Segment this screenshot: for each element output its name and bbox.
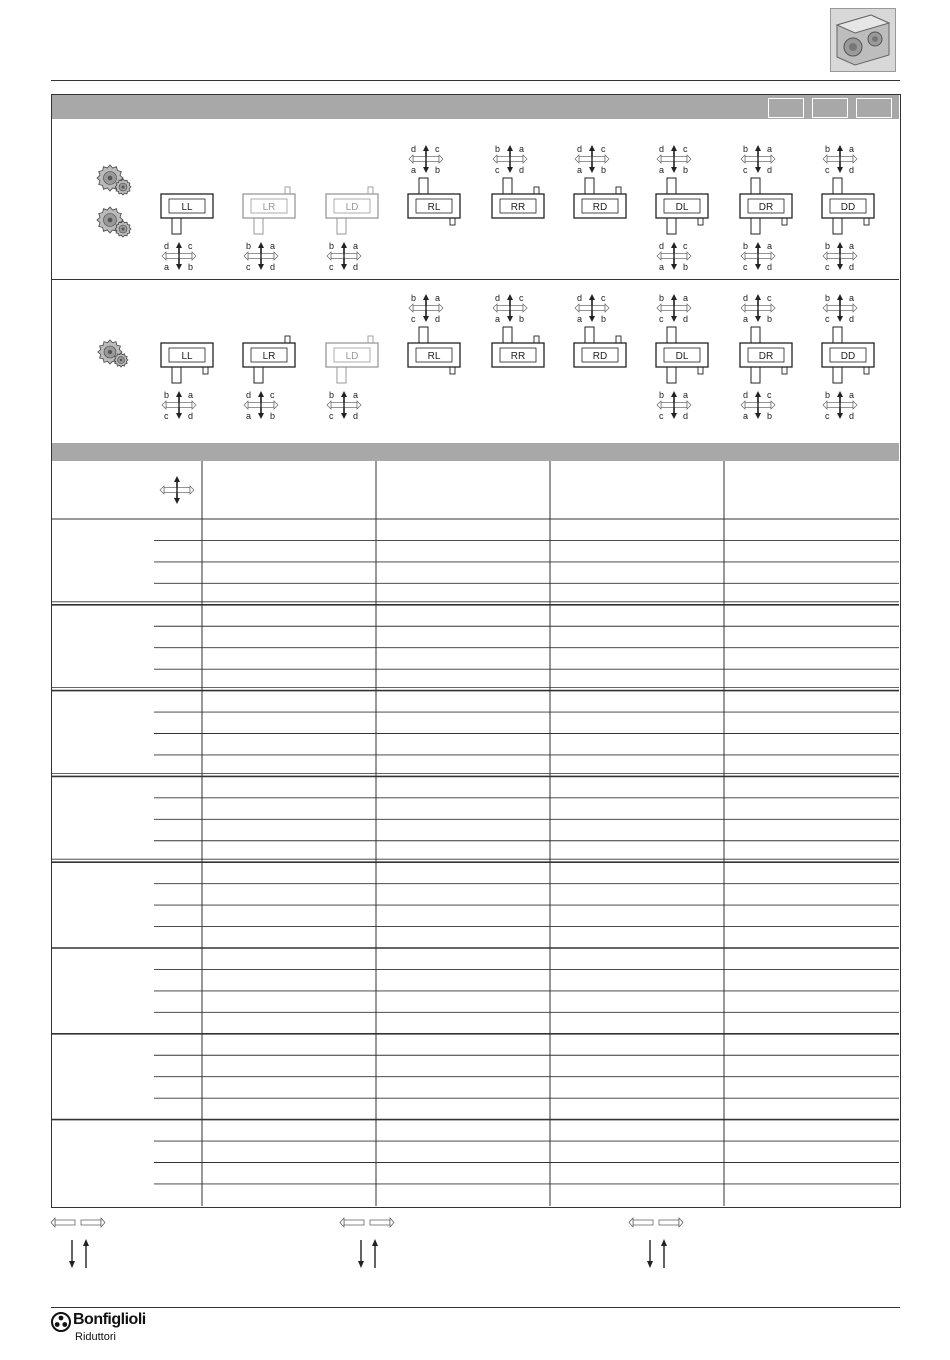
direction-letter: a	[849, 293, 855, 303]
direction-letter: a	[683, 390, 689, 400]
mounting-code: RR	[510, 351, 526, 362]
direction-letter: d	[353, 411, 359, 421]
direction-letter: c	[411, 314, 416, 324]
direction-letter: c	[825, 165, 830, 175]
direction-letter: d	[659, 144, 665, 154]
direction-letter: b	[329, 390, 335, 400]
direction-letter: b	[743, 241, 749, 251]
direction-letter: c	[329, 262, 334, 272]
direction-letter: b	[825, 390, 831, 400]
direction-letter: b	[743, 144, 749, 154]
mounting-code: RL	[427, 202, 441, 213]
direction-letter: a	[353, 241, 359, 251]
direction-letter: c	[435, 144, 440, 154]
direction-letter: c	[743, 165, 748, 175]
direction-letter: d	[743, 390, 749, 400]
mounting-code: LD	[345, 351, 359, 362]
direction-letter: b	[767, 314, 773, 324]
direction-letter: b	[825, 241, 831, 251]
direction-letter: d	[849, 314, 855, 324]
direction-letter: a	[767, 241, 773, 251]
direction-letter: c	[825, 314, 830, 324]
direction-legend-icon	[51, 1218, 105, 1268]
mounting-code: DD	[840, 351, 856, 362]
direction-letter: d	[164, 241, 170, 251]
direction-letter: a	[743, 314, 749, 324]
direction-letter: a	[519, 144, 525, 154]
direction-letter: c	[246, 262, 251, 272]
direction-letter: c	[519, 293, 524, 303]
direction-legend-icon	[629, 1218, 683, 1268]
mounting-code: LL	[181, 202, 193, 213]
direction-legend-icon	[340, 1218, 394, 1268]
direction-letter: c	[164, 411, 169, 421]
direction-letter: b	[659, 293, 665, 303]
brand-logo-icon	[51, 1312, 71, 1332]
direction-letter: c	[659, 411, 664, 421]
direction-letter: b	[683, 165, 689, 175]
direction-letter: a	[435, 293, 441, 303]
direction-letter: a	[246, 411, 252, 421]
direction-letter: c	[601, 144, 606, 154]
direction-letter: b	[601, 314, 607, 324]
direction-letter: c	[825, 411, 830, 421]
direction-letter: c	[825, 262, 830, 272]
direction-letter: d	[495, 293, 501, 303]
direction-letter: b	[188, 262, 194, 272]
mounting-code: RL	[427, 351, 441, 362]
direction-letter: a	[164, 262, 170, 272]
brand-subtitle: Riduttori	[75, 1331, 116, 1343]
direction-letter: b	[825, 293, 831, 303]
direction-letter: d	[270, 262, 276, 272]
brand-name: Bonfiglioli	[73, 1311, 146, 1328]
direction-letter: b	[411, 293, 417, 303]
direction-letter: b	[683, 262, 689, 272]
direction-letter: b	[246, 241, 252, 251]
direction-letter: a	[495, 314, 501, 324]
direction-letter: b	[435, 165, 441, 175]
direction-letter: b	[659, 390, 665, 400]
direction-letter: a	[849, 241, 855, 251]
direction-letter: d	[659, 241, 665, 251]
direction-letter: d	[188, 411, 194, 421]
direction-letter: a	[577, 314, 583, 324]
direction-letter: d	[743, 293, 749, 303]
direction-letter: c	[495, 165, 500, 175]
direction-letter: d	[246, 390, 252, 400]
direction-letter: b	[767, 411, 773, 421]
direction-letter: d	[849, 411, 855, 421]
direction-letter: a	[767, 144, 773, 154]
direction-letter: d	[435, 314, 441, 324]
direction-letter: a	[659, 262, 665, 272]
direction-letter: c	[683, 241, 688, 251]
mounting-code: RD	[592, 351, 608, 362]
direction-letter: a	[411, 165, 417, 175]
direction-letter: a	[683, 293, 689, 303]
direction-legend	[0, 1210, 950, 1280]
direction-letter: d	[683, 411, 689, 421]
direction-letter: b	[164, 390, 170, 400]
mounting-code: LR	[262, 351, 276, 362]
direction-letter: c	[270, 390, 275, 400]
mounting-code: DR	[758, 202, 774, 213]
direction-letter: d	[767, 165, 773, 175]
direction-letter: c	[601, 293, 606, 303]
direction-letter: a	[849, 390, 855, 400]
direction-letter: c	[683, 144, 688, 154]
direction-letter: d	[577, 293, 583, 303]
direction-letter: a	[353, 390, 359, 400]
direction-letter: b	[825, 144, 831, 154]
direction-letter: b	[601, 165, 607, 175]
direction-letter: a	[743, 411, 749, 421]
direction-letter: a	[577, 165, 583, 175]
direction-letter: a	[188, 390, 194, 400]
mounting-code: DR	[758, 351, 774, 362]
direction-letter: c	[767, 293, 772, 303]
mounting-code: LL	[181, 351, 193, 362]
mounting-code: DL	[675, 351, 689, 362]
cross-arrows-icon	[160, 476, 194, 504]
direction-letter: a	[659, 165, 665, 175]
direction-letter: d	[519, 165, 525, 175]
direction-letter: a	[270, 241, 276, 251]
direction-letter: d	[683, 314, 689, 324]
mounting-code: RD	[592, 202, 608, 213]
direction-letter: c	[188, 241, 193, 251]
direction-letter: d	[849, 165, 855, 175]
direction-letter: c	[329, 411, 334, 421]
direction-letter: b	[329, 241, 335, 251]
direction-letter: b	[270, 411, 276, 421]
direction-letter: d	[411, 144, 417, 154]
direction-letter: d	[353, 262, 359, 272]
direction-letter: d	[849, 262, 855, 272]
direction-letter: d	[767, 262, 773, 272]
direction-letter: a	[849, 144, 855, 154]
footer-rule	[51, 1307, 900, 1308]
mounting-code: LR	[262, 202, 276, 213]
direction-letter: c	[767, 390, 772, 400]
direction-letter: b	[519, 314, 525, 324]
direction-letter: c	[743, 262, 748, 272]
direction-letter: d	[577, 144, 583, 154]
direction-letter: c	[659, 314, 664, 324]
mounting-code: LD	[345, 202, 359, 213]
direction-letter: b	[495, 144, 501, 154]
mounting-code: DL	[675, 202, 689, 213]
mounting-code: RR	[510, 202, 526, 213]
mounting-code: DD	[840, 202, 856, 213]
